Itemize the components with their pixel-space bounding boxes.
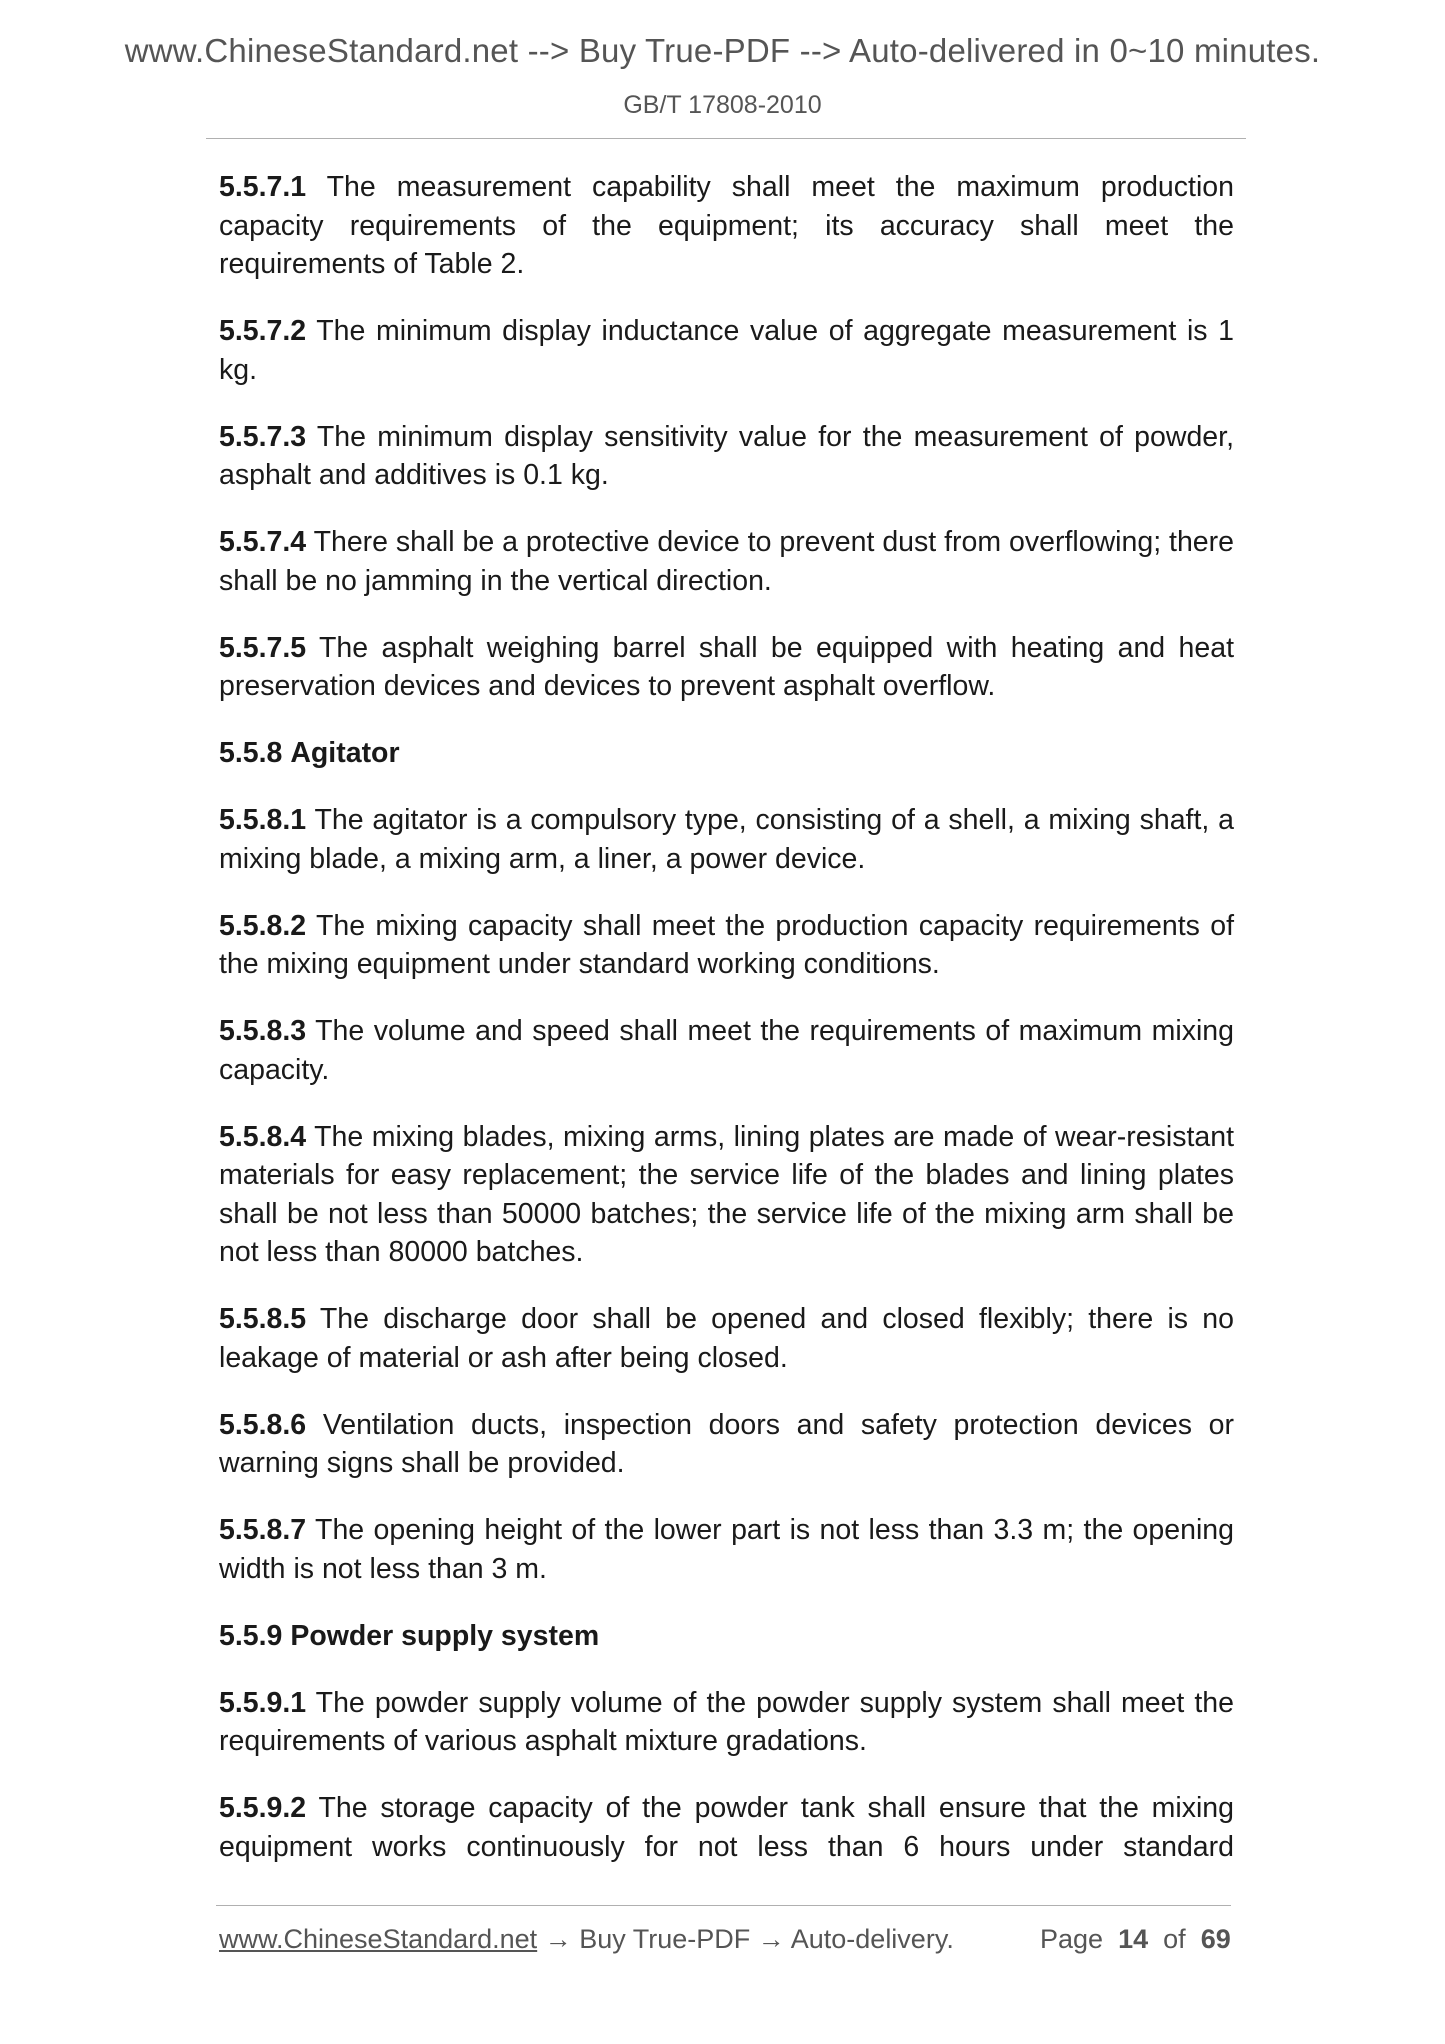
section-title: Powder supply system — [290, 1619, 600, 1652]
clause-5-5-8-7 — [219, 1511, 1234, 1588]
clause-text: The mixing blades, mixing arms, lining plates are made of wear-resistant materials for easy replacement; the service life of the blades and lining plates shall be not less than 50000 batches; the service life of the mixing arm shall be not less than 80000 batches. — [219, 1120, 1234, 1268]
clause-text: The opening height of the lower part is not less than 3.3 m; the opening width is not less than 3 m. — [219, 1514, 1234, 1585]
clause-number: 5.5.8.3 — [219, 1015, 307, 1047]
document-code: GB/T 17808-2010 — [623, 91, 822, 119]
clause-text: The volume and speed shall meet the requirements of maximum mixing capacity. — [219, 1015, 1234, 1086]
current-page-number: 14 — [1118, 1924, 1149, 1954]
section-title: Agitator — [290, 737, 400, 769]
section-heading-agitator — [219, 734, 1234, 773]
clause-number: 5.5.8.6 — [219, 1408, 307, 1441]
footer-site-link[interactable]: www.ChineseStandard.net — [219, 1924, 538, 1954]
page-label: Page — [1040, 1924, 1104, 1954]
total-pages: 69 — [1200, 1924, 1231, 1954]
clause-5-5-8-5 — [219, 1300, 1234, 1377]
clause-5-5-7-2 — [219, 312, 1234, 389]
clause-number: 5.5.7.1 — [219, 171, 307, 203]
clause-text: There shall be a protective device to prevent dust from overflowing; there shall be no jamming in the vertical direction. — [219, 526, 1234, 597]
clause-number: 5.5.8.4 — [219, 1120, 307, 1153]
page-content — [219, 168, 1234, 1866]
clause-number: 5.5.9.2 — [219, 1792, 307, 1824]
clause-5-5-8-2 — [219, 907, 1234, 984]
page-indicator — [1040, 1924, 1231, 1955]
clause-text: The measurement capability shall meet the maximum production capacity requirements of the equipment; its accuracy shall meet the requirements of Table 2. — [219, 171, 1234, 280]
clause-number: 5.5.7.4 — [219, 526, 307, 558]
clause-number: 5.5.8.1 — [219, 804, 307, 836]
clause-5-5-8-1 — [219, 801, 1234, 878]
clause-5-5-7-3 — [219, 418, 1234, 495]
clause-text: The powder supply volume of the powder supply system shall meet the requirements of various asphalt mixture gradations. — [219, 1686, 1234, 1757]
footer-divider — [216, 1905, 1231, 1906]
clause-5-5-9-2 — [219, 1789, 1234, 1866]
of-label: of — [1163, 1924, 1186, 1954]
clause-number: 5.5.8.5 — [219, 1303, 307, 1335]
clause-5-5-7-5 — [219, 629, 1234, 706]
clause-text: Ventilation ducts, inspection doors and safety protection devices or warning signs shall be provided. — [219, 1408, 1234, 1479]
clause-5-5-8-3 — [219, 1012, 1234, 1089]
clause-text: The agitator is a compulsory type, consisting of a shell, a mixing shaft, a mixing blade, a mixing arm, a liner, a power device. — [219, 804, 1234, 875]
clause-text: The minimum display sensitivity value for the measurement of powder, asphalt and additives is 0.1 kg. — [219, 420, 1234, 491]
clause-number: 5.5.9.1 — [219, 1686, 307, 1719]
clause-5-5-9-1 — [219, 1684, 1234, 1761]
clause-number: 5.5.7.3 — [219, 420, 307, 453]
clause-text: The minimum display inductance value of aggregate measurement is 1 kg. — [219, 315, 1234, 386]
clause-text: The mixing capacity shall meet the production capacity requirements of the mixing equipment under standard working conditions. — [219, 909, 1234, 980]
clause-5-5-7-1 — [219, 168, 1234, 284]
header-divider — [206, 138, 1246, 139]
clause-number: 5.5.7.2 — [219, 315, 307, 347]
clause-5-5-8-4 — [219, 1118, 1234, 1272]
clause-number: 5.5.8.2 — [219, 909, 307, 942]
top-banner[interactable]: www.ChineseStandard.net --> Buy True-PDF --> Auto-delivered in 0~10 minutes. — [124, 32, 1321, 69]
section-heading-powder-supply — [219, 1617, 1234, 1656]
clause-text: The storage capacity of the powder tank shall ensure that the mixing equipment works continuously for not less than 6 hours under standard — [219, 1792, 1234, 1863]
clause-number: 5.5.7.5 — [219, 631, 307, 664]
clause-number: 5.5.8.7 — [219, 1514, 307, 1546]
clause-text: The asphalt weighing barrel shall be equipped with heating and heat preservation devices and devices to prevent asphalt overflow. — [219, 631, 1234, 702]
clause-5-5-8-6 — [219, 1406, 1234, 1483]
footer-tagline: → Buy True-PDF → Auto-delivery. — [537, 1924, 954, 1954]
footer-promo — [219, 1924, 954, 1955]
section-number: 5.5.9 — [219, 1619, 283, 1652]
section-number: 5.5.8 — [219, 737, 283, 769]
clause-5-5-7-4 — [219, 523, 1234, 600]
clause-text: The discharge door shall be opened and closed flexibly; there is no leakage of material or ash after being closed. — [219, 1303, 1234, 1374]
